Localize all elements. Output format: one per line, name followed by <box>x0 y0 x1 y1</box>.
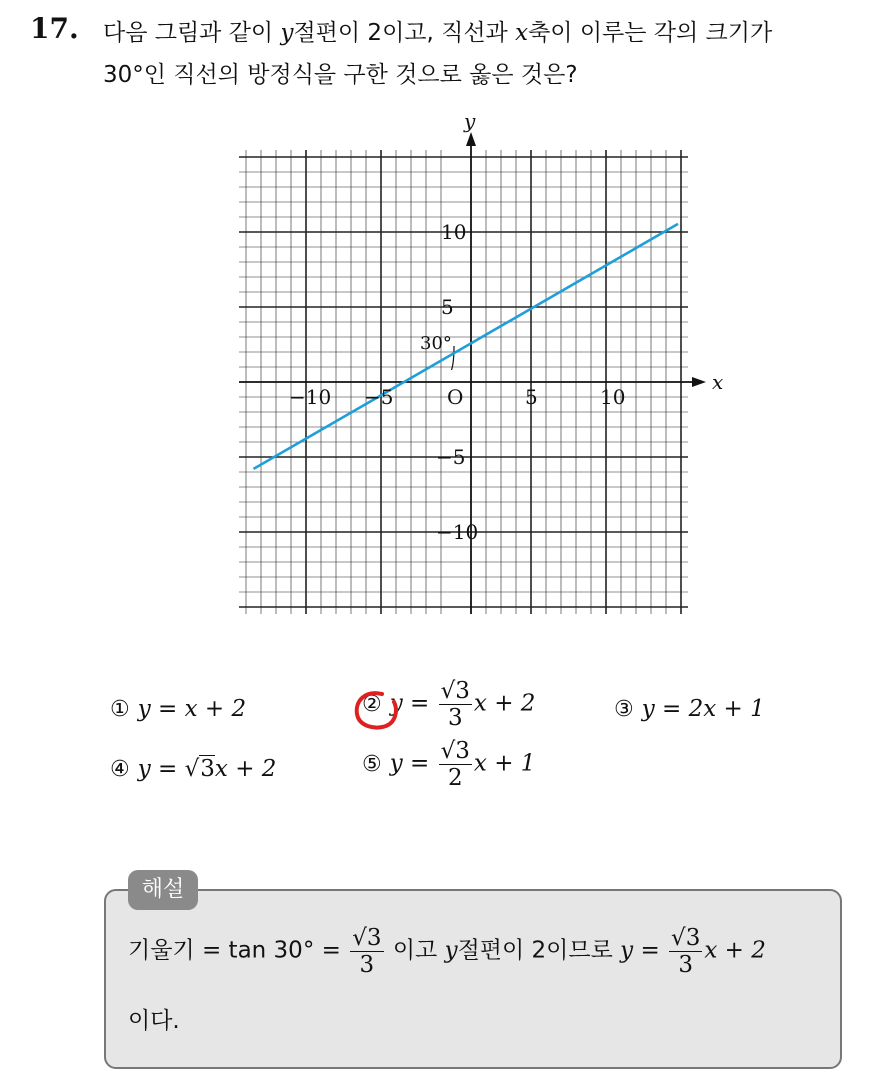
choice-4[interactable]: ④ y = √3x + 2 <box>110 756 277 782</box>
y-tick-label: 10 <box>441 220 467 244</box>
choice-5[interactable]: ⑤ y = $\frac{√3}{2}$ x + 1 <box>362 738 536 791</box>
explanation-line-1: 기울기 = tan 30° = $\frac{√3}{3}$ 이고 y절편이 2이므로 y = $\frac{√3}{3}$ x + 2 <box>128 925 766 978</box>
x-tick-label: 5 <box>525 385 538 409</box>
selected-answer-circle-icon <box>352 688 402 734</box>
question-line-2: 30°인 직선의 방정식을 구한 것으로 옳은 것은? <box>103 62 578 88</box>
x-axis-arrow-icon <box>692 377 706 387</box>
plotted-line <box>254 224 679 469</box>
choice-3[interactable] <box>614 696 765 722</box>
y-tick-label: −10 <box>436 520 479 544</box>
angle-label: 30° <box>420 333 452 354</box>
origin-label: O <box>447 385 464 409</box>
graph-labels <box>289 109 723 544</box>
fraction: $\frac{√3}{2}$ <box>440 738 470 791</box>
x-tick-label: −10 <box>289 385 332 409</box>
choice-mark: ② <box>362 691 382 717</box>
fraction: $\frac{√3}{3}$ <box>352 925 382 978</box>
choice-expression: y = 2x + 1 <box>641 696 765 722</box>
choice-mark: ① <box>110 697 130 722</box>
sqrt: √3 <box>184 756 215 782</box>
y-tick-label: 5 <box>441 295 454 319</box>
line-y-equals-sqrt3-over-3-x-plus-2 <box>254 224 679 469</box>
choice-mark: ③ <box>614 697 634 722</box>
x-tick-label: 10 <box>600 385 626 409</box>
fraction: $\frac{√3}{3}$ <box>440 678 470 731</box>
explanation-tab: 해설 <box>128 870 198 910</box>
question-number: 17. <box>30 12 79 45</box>
explanation-line-2: 이다. <box>128 1008 180 1034</box>
x-axis-label: x <box>712 370 724 394</box>
choice-1[interactable] <box>110 696 246 722</box>
choice-expression: y = x + 2 <box>137 696 247 722</box>
explanation-box <box>104 889 842 1069</box>
choice-2[interactable]: ② y = $\frac{√3}{3}$ x + 2 <box>362 678 536 731</box>
fraction: $\frac{√3}{3}$ <box>671 925 701 978</box>
x-tick-label: −5 <box>364 385 394 409</box>
y-axis-label: y <box>464 109 476 133</box>
y-tick-label: −5 <box>436 445 466 469</box>
y-axis-arrow-icon <box>466 132 476 146</box>
question-line-1: 다음 그림과 같이 y절편이 2이고, 직선과 x축이 이루는 각의 크기가 <box>103 20 773 46</box>
choice-mark: ④ <box>110 757 130 782</box>
choice-mark: ⑤ <box>362 751 382 777</box>
